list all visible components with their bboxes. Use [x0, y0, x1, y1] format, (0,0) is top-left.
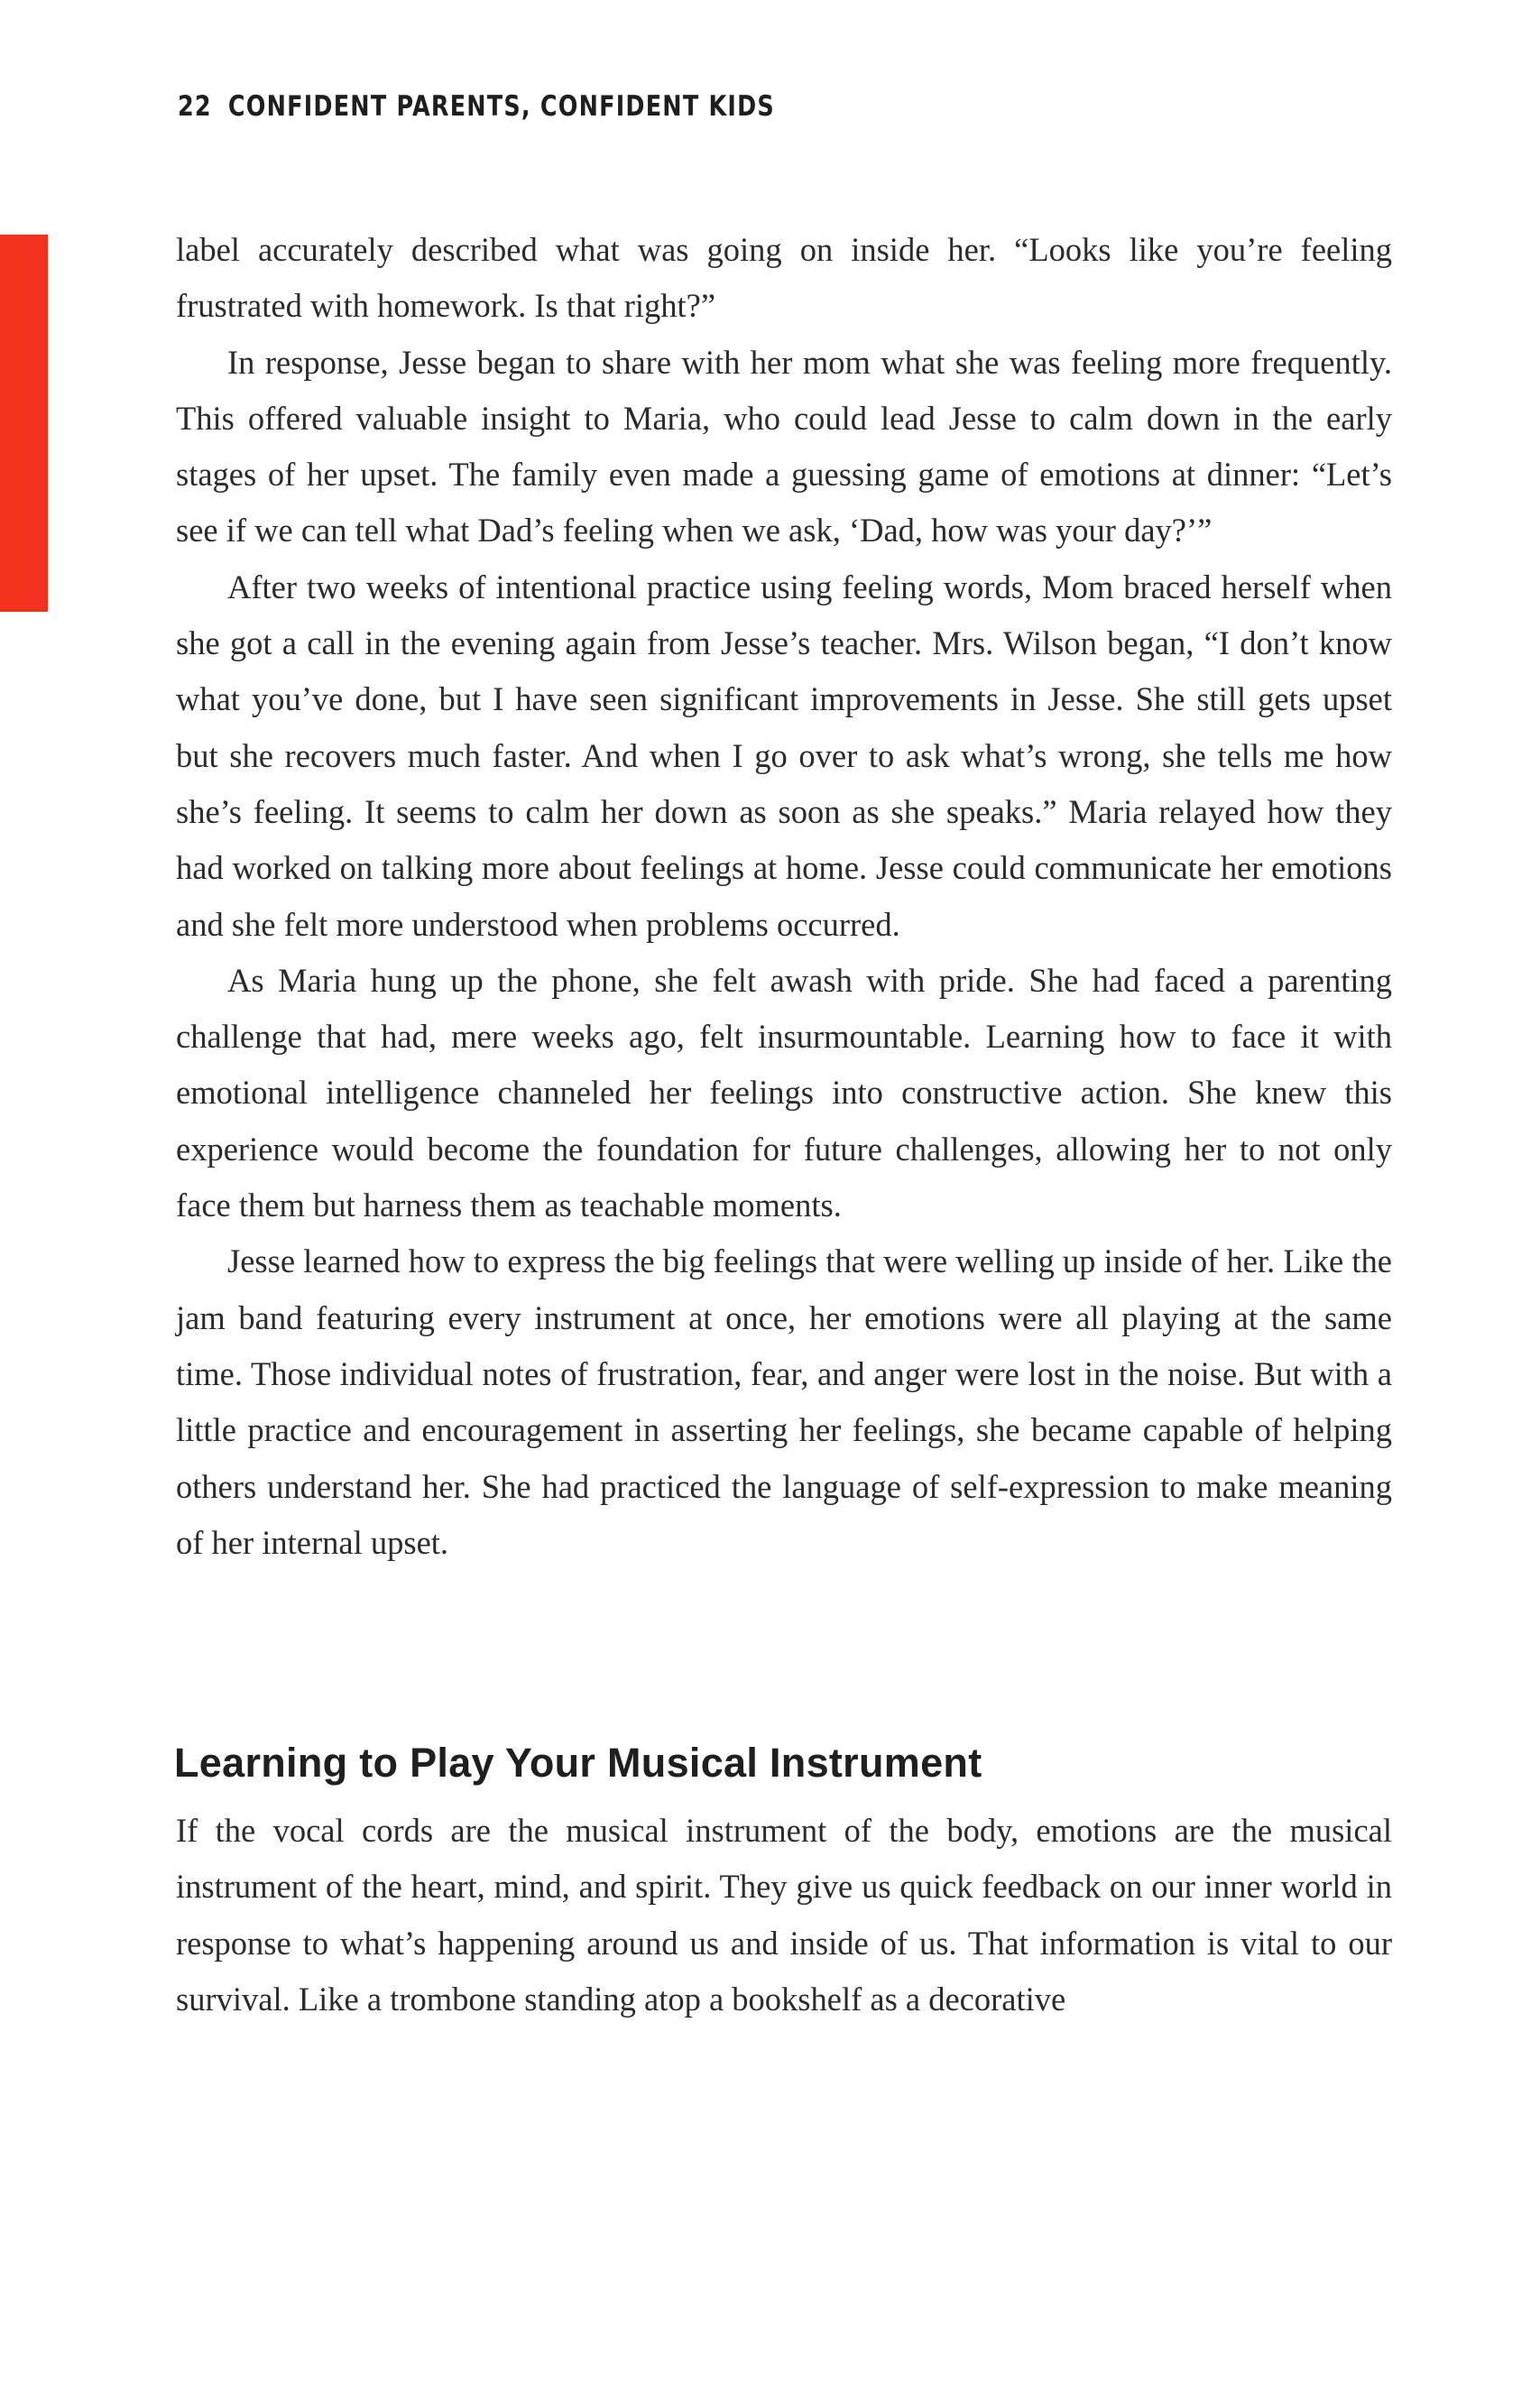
paragraph-2: In response, Jesse began to share with her mom what she was feeling more frequently. This offered valuable insight to Maria, who could lead Jesse to calm down in the early stages of her upset. The family even made a guessing game of emotions at dinner: “Let’s see if we can tell what Dad’s feeling when we ask, ‘Dad, how was your day?’” [176, 343, 1392, 550]
page-number: 22 [178, 90, 212, 123]
paragraph-3: After two weeks of intentional practice using feeling words, Mom braced herself when she got a call in the evening again from Jesse’s teacher. Mrs. Wilson began, “I don’t know what you’ve done, but I have seen significant improvements in Jesse. She still gets upset but she recovers much faster. And when I go over to ask what’s wrong, she tells me how she’s feeling. It seems to calm her down as soon as she speaks.” Maria relayed how they had worked on talking more about feelings at home. Jesse could communicate her emotions and she felt more understood when problems occurred. [176, 568, 1392, 943]
section-heading: Learning to Play Your Musical Instrument [174, 1740, 982, 1786]
paragraph-4: As Maria hung up the phone, she felt awash with pride. She had faced a parenting challenge that had, mere weeks ago, felt insurmountable. Learning how to face it with emotional intelligence channeled her feelings into constructive action. She knew this experience would become the foundation for future challenges, allowing her to not only face them but harness them as teachable moments. [176, 961, 1392, 1224]
section-body-text [176, 1803, 1392, 2027]
red-edge-tab [0, 235, 48, 612]
book-title: CONFIDENT PARENTS, CONFIDENT KIDS [227, 90, 775, 123]
paragraph-5: Jesse learned how to express the big feelings that were welling up inside of her. Like the jam band featuring every instrument at once, her emotions were all playing at the same time. Those individual notes of frustration, fear, and anger were lost in the noise. But with a little practice and encouragement in asserting her feelings, she became capable of helping others understand her. She had practiced the language of self-expression to make meaning of her internal upset. [176, 1242, 1392, 1561]
body-text [176, 222, 1392, 1571]
running-header [178, 90, 775, 123]
paragraph-1: label accurately described what was going on inside her. “Looks like you’re feeling frustrated with homework. Is that right?” [176, 231, 1392, 325]
section-paragraph-1: If the vocal cords are the musical instrument of the body, emotions are the musical instrument of the heart, mind, and spirit. They give us quick feedback on our inner world in response to what’s happening around us and inside of us. That information is vital to our survival. Like a trombone standing atop a bookshelf as a decorative [176, 1812, 1392, 2018]
